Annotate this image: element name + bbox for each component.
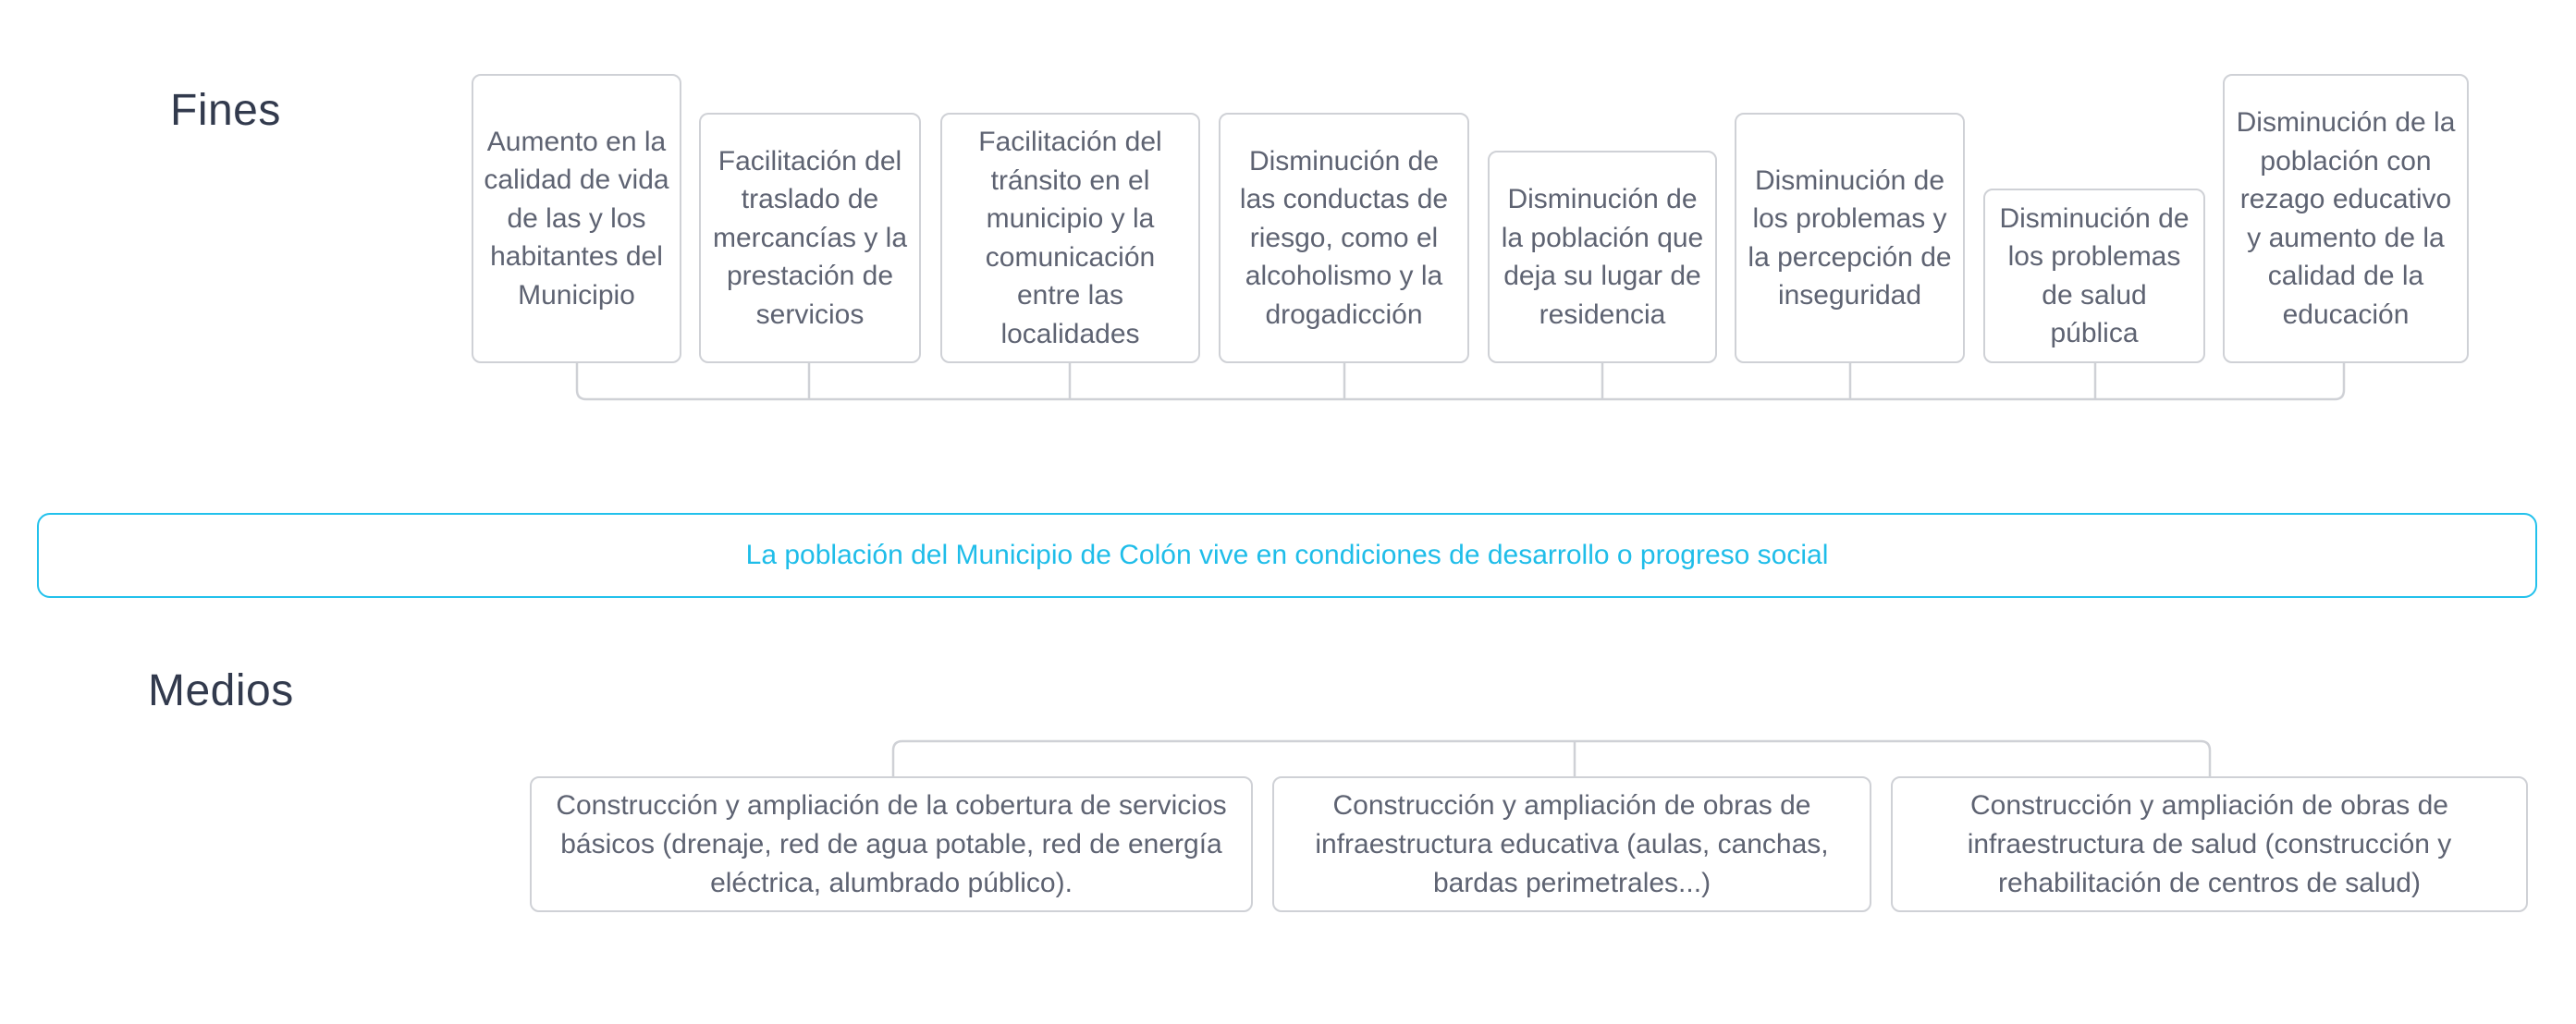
- medios-bracket: [893, 741, 2210, 778]
- fin-box-5: Disminución de la población que deja su lugar de residencia: [1488, 151, 1717, 363]
- fin-box-4: Disminución de las conductas de riesgo, como el alcoholismo y la drogadicción: [1219, 113, 1469, 363]
- fin-box-6: Disminución de los problemas y la percepción de inseguridad: [1735, 113, 1965, 363]
- fin-box-7: Disminución de los problemas de salud pública: [1983, 189, 2205, 363]
- fin-box-2: Facilitación del traslado de mercancías y la prestación de servicios: [699, 113, 921, 363]
- fin-box-8: Disminución de la población con rezago educativo y aumento de la calidad de la educación: [2223, 74, 2469, 363]
- central-objective: La población del Municipio de Colón vive en condiciones de desarrollo o progreso social: [37, 513, 2537, 598]
- fin-box-3: Facilitación del tránsito en el municipio y la comunicación entre las localidades: [940, 113, 1200, 363]
- fines-bracket: [577, 362, 2344, 399]
- fin-box-1: Aumento en la calidad de vida de las y los habitantes del Municipio: [472, 74, 681, 363]
- fines-title: Fines: [170, 86, 281, 135]
- medio-box-3: Construcción y ampliación de obras de infraestructura de salud (construcción y rehabilitación de centros de salud): [1891, 776, 2528, 912]
- medios-title: Medios: [148, 666, 294, 715]
- medio-box-1: Construcción y ampliación de la cobertura de servicios básicos (drenaje, red de agua potable, red de energía eléctrica, alumbrado público).: [530, 776, 1253, 912]
- medio-box-2: Construcción y ampliación de obras de infraestructura educativa (aulas, canchas, bardas perimetrales...): [1272, 776, 1871, 912]
